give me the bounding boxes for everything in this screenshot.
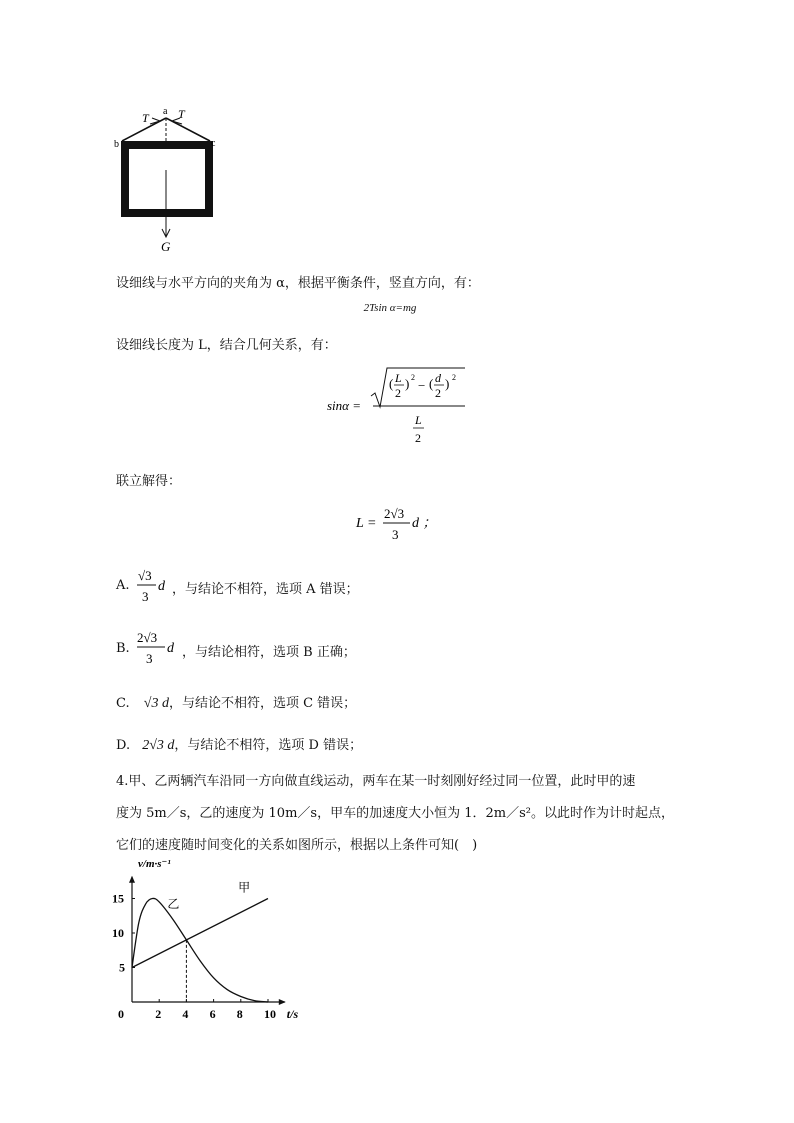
eq2-num-d: d <box>435 371 441 385</box>
x-tick-label: 6 <box>209 1007 216 1021</box>
option-B-var: d <box>167 641 174 656</box>
option-A-var: d <box>158 579 165 594</box>
option-B-num: 2√3 <box>137 630 158 645</box>
text-line-length: 设细线长度为 L，结合几何关系，有： <box>116 338 337 353</box>
eq2-den-L: L <box>415 413 422 427</box>
eq2-sq-2: 2 <box>452 373 456 382</box>
option-A-den: 3 <box>142 589 149 604</box>
option-A-fraction <box>136 565 170 607</box>
x-tick-label: 10 <box>264 1007 276 1021</box>
eq2-two-1: 2 <box>395 386 401 400</box>
label-T-left: T <box>142 111 149 125</box>
velocity-time-chart <box>110 855 320 1025</box>
series-yi-label: 乙 <box>167 897 180 912</box>
eq2-paren-open-1: ( <box>389 376 394 391</box>
eq2-paren-close-2: ) <box>445 376 450 391</box>
x-axis-title: t/s <box>286 1007 299 1021</box>
eq2-minus: − <box>418 378 426 393</box>
option-B-fraction <box>136 627 182 669</box>
option-B-text: ，与结论相符，选项 B 正确； <box>182 645 356 660</box>
eq3-lhs: L = <box>356 516 377 531</box>
option-B-label: B. <box>116 641 130 656</box>
option-C-text: ，与结论不相符，选项 C 错误； <box>168 696 357 711</box>
series-yi-curve <box>132 898 268 1002</box>
y-axis-title: v/m·s⁻¹ <box>138 858 171 870</box>
hanging-frame-figure <box>110 100 230 260</box>
eq3-num: 2√3 <box>384 506 405 521</box>
eq2-num-L: L <box>395 371 402 385</box>
eq2-lhs: sinα = <box>327 398 362 413</box>
x-tick-label: 4 <box>182 1007 189 1021</box>
option-A-text: ，与结论不相符，选项 A 错误； <box>172 582 359 597</box>
question4-line3: 它们的速度随时间变化的关系如图所示，根据以上条件可知( ) <box>116 838 478 853</box>
equation-balance: 2Tsin α=mg <box>363 302 417 314</box>
x-tick-label: 2 <box>155 1007 162 1021</box>
text-line-solve: 联立解得： <box>116 474 182 489</box>
equation-L-result <box>354 500 444 548</box>
y-tick-label: 15 <box>112 891 124 906</box>
option-D-label: D. <box>116 738 131 753</box>
eq2-paren-open-2: ( <box>429 376 434 391</box>
series-jia-label: 甲 <box>238 880 251 895</box>
label-c: c <box>211 138 216 149</box>
y-axis-arrow <box>129 876 135 883</box>
label-T-right: T <box>178 107 185 121</box>
option-C <box>116 692 356 712</box>
option-B-den: 3 <box>146 651 153 666</box>
x-tick-label: 8 <box>236 1007 243 1021</box>
eq2-two-2: 2 <box>435 386 441 400</box>
x-axis-arrow <box>279 999 286 1005</box>
option-A <box>116 565 536 607</box>
option-D-text: ，与结论不相符，选项 D 错误； <box>174 738 363 753</box>
option-D <box>116 734 362 754</box>
question4-line1: 4.甲、乙两辆汽车沿同一方向做直线运动，两车在某一时刻刚好经过同一位置，此时甲的速 <box>116 774 636 789</box>
eq2-sq-1: 2 <box>411 373 415 382</box>
frame-outer <box>125 145 209 213</box>
option-C-expr: √3 d <box>143 696 169 711</box>
question4-line2: 度为 5m／s，乙的速度为 10m／s，甲车的加速度大小恒为 1．2m／s²。以此时作为计时起点， <box>116 806 674 821</box>
label-G: G <box>161 239 171 254</box>
option-D-expr: 2√3 d <box>142 738 175 753</box>
equation-sin-alpha <box>325 362 475 452</box>
y-tick-label: 5 <box>119 960 125 975</box>
label-a: a <box>163 106 168 117</box>
label-b: b <box>114 139 119 150</box>
eq2-den-two: 2 <box>415 431 421 445</box>
y-tick-label: 10 <box>112 926 124 940</box>
option-B <box>116 627 536 669</box>
eq2-paren-close-1: ) <box>405 376 410 391</box>
text-line-angle: 设细线与水平方向的夹角为 α，根据平衡条件，竖直方向，有： <box>116 276 480 291</box>
option-A-label: A. <box>116 578 130 593</box>
eq3-d: d ； <box>412 516 437 531</box>
eq3-den: 3 <box>392 527 399 542</box>
option-A-num: √3 <box>138 568 152 583</box>
series-jia-line <box>132 899 268 968</box>
option-C-label: C. <box>116 696 130 711</box>
origin-label: 0 <box>118 1007 124 1021</box>
